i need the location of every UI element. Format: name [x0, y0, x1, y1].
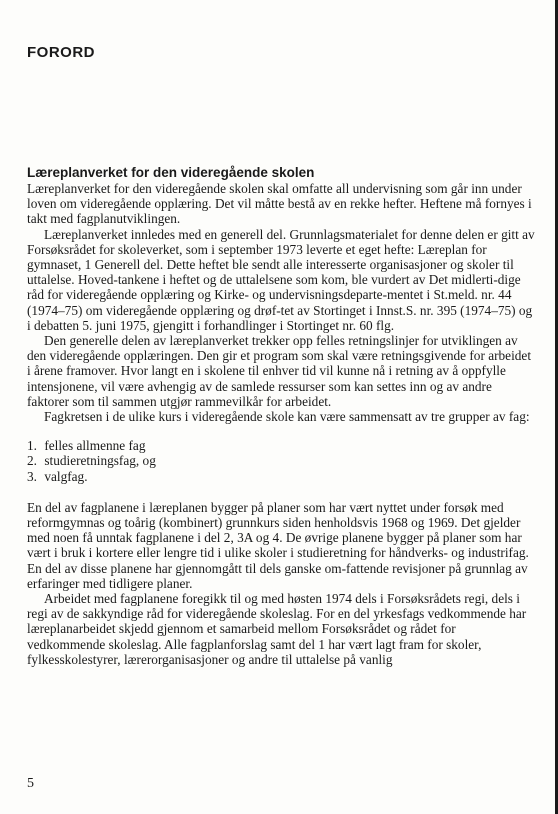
paragraph-2: Læreplanverket innledes med en generell del. Grunnlagsmaterialet for denne delen er gitt av Forsøksrådet for skoleverket, som i september 1973 leverte et eget hefte: Læreplan for gymnaset, 1 Generell del. Dette heftet ble sendt alle interesserte organisasjoner og skoler til uttalelse. Hoved-tankene i heftet og de uttalelsene som kom, ble vurdert av Det midlerti-dige råd for videregående opplæring og Kirke- og undervisningsdeparte-mentet i St.meld. nr. 44 (1974–75) om videregående opplæring og drøf-tet av Stortinget i Innst.S. nr. 395 (1974–75) og i debatten 5. juni 1975, gjengitt i forhandlinger i Stortinget nr. 60 flg.	[27, 226, 535, 333]
list-item: 1. felles allmenne fag	[27, 438, 146, 454]
paragraph-4: Fagkretsen i de ulike kurs i videregående skole kan være sammensatt av tre grupper av fag:	[44, 409, 530, 425]
list-item: 3. valgfag.	[27, 468, 88, 484]
paragraph-3: Den generelle delen av læreplanverket trekker opp felles retningslinjer for utviklingen av den videregående opplæringen. Den gir et program som skal være retningsgivende for arbeidet i årene framover. Hvor langt en i skolene til enhver tid vil kunne nå i retning av å oppfylle intensjonene, vil være avhengig av de samlede ressurser som kan settes inn og av andre faktorer som til sammen utgjør rammevilkår for arbeidet.	[27, 333, 532, 409]
paragraph-6: Arbeidet med fagplanene foregikk til og med høsten 1974 dels i Forsøksrådets regi, dels i regi av de sakkyndige råd for videregående skoleslag. For en del yrkesfags vedkommende har læreplanarbeidet skjedd gjennom et samarbeid mellom Forsøksrådet og rådet for vedkommende skoleslag. Alle fagplanforslag samt del 1 har vært lagt fram for skoler, fylkesskolestyrer, lærerorganisasjoner og andre til uttalelse på vanlig	[27, 591, 527, 667]
page-heading: FORORD	[27, 44, 95, 61]
paragraph-1: Læreplanverket for den videregående skolen skal omfatte all undervisning som går inn under loven om videregående opplæring. Det vil måtte bestå av en rekke hefter. Heftene må fornyes i takt med fagplanutviklingen.	[27, 181, 532, 227]
list-item: 2. studieretningsfag, og	[27, 453, 156, 469]
main-content	[27, 165, 537, 667]
section-title: Læreplanverket for den videregående skolen	[27, 165, 315, 180]
subject-group-list	[27, 438, 537, 484]
page-number: 5	[27, 776, 34, 791]
paragraph-5: En del av fagplanene i læreplanen bygger på planer som har vært nyttet under forsøk med reformgymnas og toårig (kombinert) grunnkurs siden henholdsvis 1968 og 1969. Det gjelder med noen få unntak fagplanene i del 2, 3A og 4. De øvrige planene bygger på planer som har vært i bruk i kortere eller lengre tid i ulike skoler i studieretning for håndverks- og industrifag. En del av disse planene har gjennomgått til dels ganske om-fattende revisjoner på grunnlag av erfaringer med tidligere planer.	[27, 499, 529, 591]
